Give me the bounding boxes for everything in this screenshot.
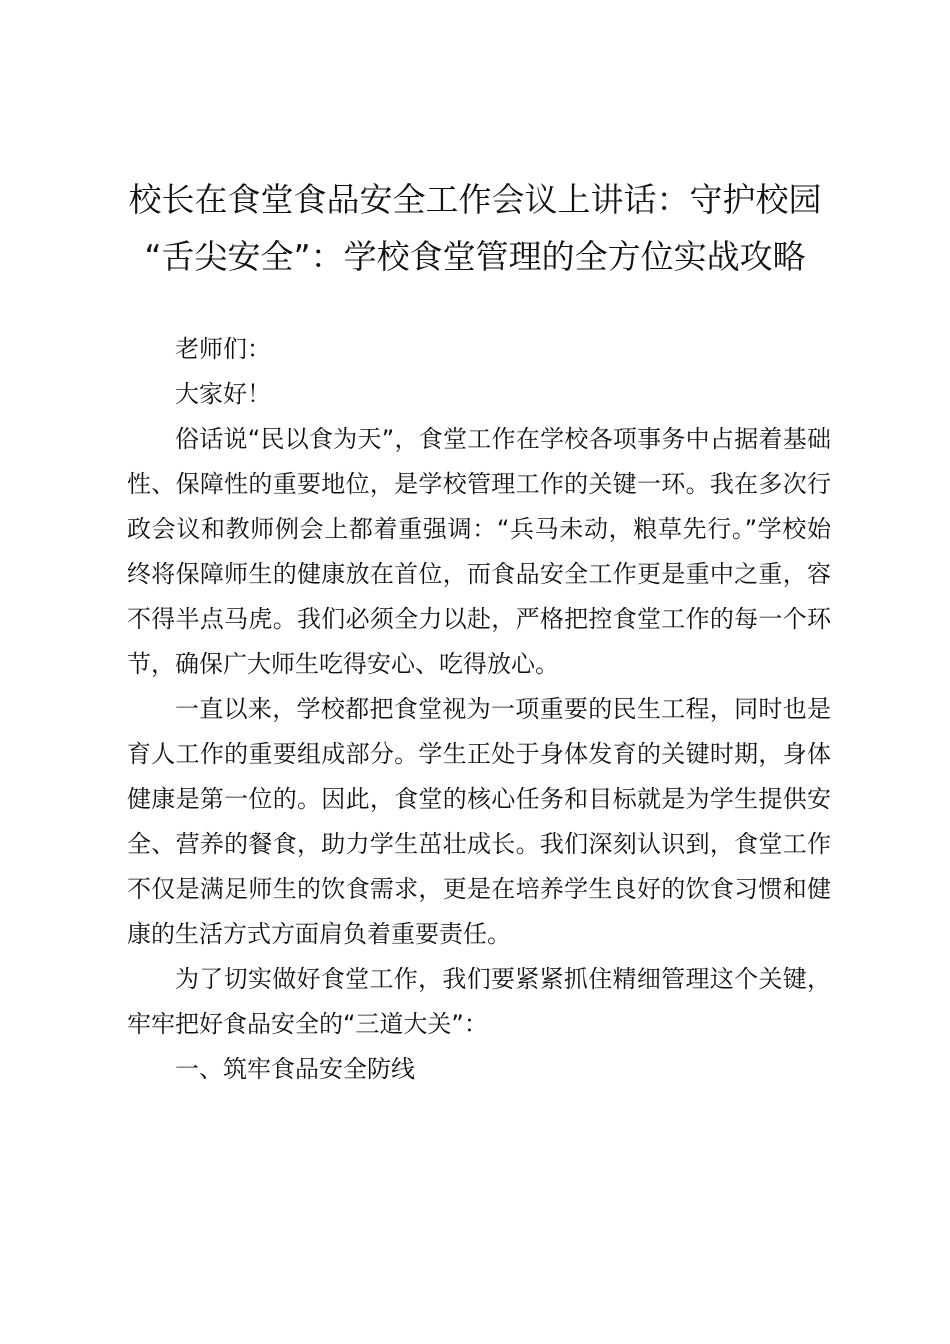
section-heading: 一、筑牢食品安全防线 (175, 1055, 415, 1083)
paragraph: 俗话说“民以食为天”，食堂工作在学校各项事务中占据着基础性、保障性的重要地位，是学校管理工作的关键一环。我在多次行政会议和教师例会上都着重强调：“兵马未动，粮草先行。”学校始终将保障师生的健康放在首位，而食品安全工作更是重中之重，容不得半点马虎。我们必须全力以赴，严格把控食堂工作的每一个环节，确保广大师生吃得安心、吃得放心。 (127, 425, 831, 678)
document-title: 校长在食堂食品安全工作会议上讲话：守护校园 “舌尖安全”：学校食堂管理的全方位实战攻略 (128, 180, 822, 276)
salutation: 老师们： (175, 335, 271, 363)
paragraph: 为了切实做好食堂工作，我们要紧紧抓住精细管理这个关键，牢牢把好食品安全的“三道大关”： (127, 965, 831, 1038)
paragraph: 一直以来，学校都把食堂视为一项重要的民生工程，同时也是育人工作的重要组成部分。学生正处于身体发育的关键时期，身体健康是第一位的。因此，食堂的核心任务和目标就是为学生提供安全、营养的餐食，助力学生茁壮成长。我们深刻认识到，食堂工作不仅是满足师生的饮食需求，更是在培养学生良好的饮食习惯和健康的生活方式方面肩负着重要责任。 (127, 695, 831, 948)
document-body (127, 327, 831, 1092)
greeting: 大家好！ (175, 380, 271, 408)
